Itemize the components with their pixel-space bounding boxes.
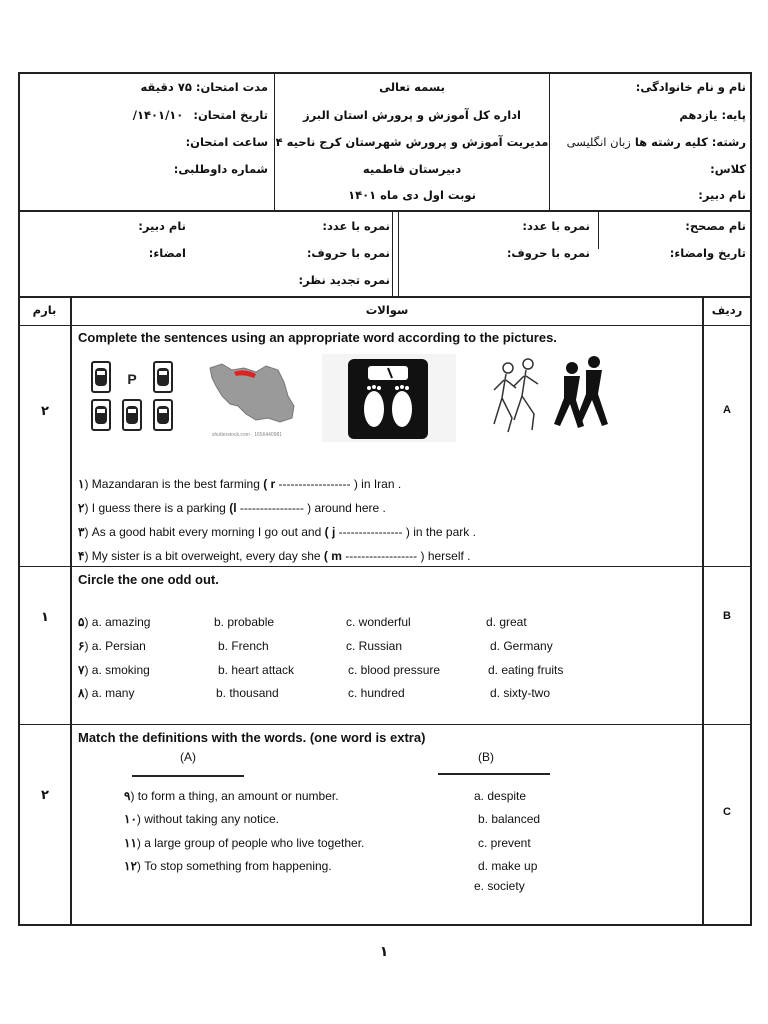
sentence-1-after: ) in Iran . [353, 477, 402, 491]
section-divider-bc [19, 724, 751, 725]
class-label: کلاس: [710, 162, 746, 176]
sentence-4-hint: ( m [323, 549, 342, 563]
column-b-underline [438, 773, 550, 775]
scale-picture [322, 354, 456, 442]
sentence-2 [78, 501, 386, 515]
word-c: c. prevent [478, 836, 531, 850]
odd-row-5-a [78, 615, 150, 629]
odd-row-6-a [78, 639, 146, 653]
row-column-header: ردیف [711, 303, 743, 317]
odd-row-8-a-text: ) a. many [84, 686, 135, 700]
sentence-3-blank: ---------------- [335, 525, 406, 539]
grade-label: پایه: یازدهم [679, 108, 746, 122]
grading-col-line-right [598, 211, 599, 249]
section-divider-ab [19, 566, 751, 567]
odd-row-6-b: b. French [218, 639, 269, 653]
odd-row-5-d: d. great [486, 615, 527, 629]
odd-row-6-c: c. Russian [346, 639, 403, 653]
odd-row-5-a-text: ) a. amazing [84, 615, 151, 629]
exam-date [133, 108, 268, 122]
sentence-1-number: ۱ [78, 477, 85, 491]
sentence-4-blank: ------------------ [341, 549, 421, 563]
basmala: بسمه تعالی [379, 80, 445, 94]
odd-row-5-number: ۵ [78, 615, 85, 629]
sentence-2-before: ) I guess there is a parking [84, 501, 230, 515]
joggers-picture [484, 354, 612, 440]
sentence-2-after: ) around here . [307, 501, 386, 515]
odd-row-8-number: ۸ [78, 686, 85, 700]
sentence-1-blank: ------------------ [275, 477, 354, 491]
definition-11-text: ) a large group of people who live together. [136, 836, 365, 850]
odd-row-6-d: d. Germany [490, 639, 553, 653]
corrector-name-label: نام مصحح: [685, 219, 746, 233]
definition-9-text: ) to form a thing, an amount or number. [130, 789, 339, 803]
header-divider [19, 210, 751, 212]
exam-date-label: تاریخ امتحان: [193, 108, 268, 122]
sentence-2-number: ۲ [78, 501, 85, 515]
grading-col-line-mid [398, 211, 399, 297]
table-header-divider [19, 325, 751, 326]
definition-12 [124, 859, 332, 873]
odd-row-6-a-text: ) a. Persian [84, 639, 146, 653]
word-d: d. make up [478, 859, 538, 873]
column-b-heading: (B) [478, 750, 494, 764]
odd-row-8-d: d. sixty-two [490, 686, 551, 700]
grading-divider [19, 296, 751, 298]
exam-session: نوبت اول دی ماه ۱۴۰۱ [348, 188, 476, 202]
field-label [567, 135, 746, 149]
sentence-1 [78, 477, 401, 491]
student-name-label: نام و نام خانوادگی: [635, 80, 746, 94]
definition-9 [124, 789, 339, 803]
education-office: اداره کل آموزش و پرورش استان البرز [303, 108, 521, 122]
odd-row-8-a [78, 686, 134, 700]
odd-row-7-b: b. heart attack [218, 663, 295, 677]
score-letters-label-2: نمره با حروف: [306, 246, 390, 260]
sentence-4-before: ) My sister is a bit overweight, every day she [84, 549, 324, 563]
odd-row-6 [78, 639, 698, 655]
score-letters-label-1: نمره با حروف: [506, 246, 590, 260]
definition-10 [124, 812, 279, 826]
odd-row-5-c: c. wonderful [346, 615, 411, 629]
odd-row-7-number: ۷ [78, 663, 85, 677]
sentence-3-number: ۳ [78, 525, 85, 539]
definition-12-text: ) To stop something from happening. [136, 859, 332, 873]
odd-row-8-b: b. thousand [216, 686, 279, 700]
revised-score-label: نمره تجدید نظر: [298, 273, 390, 287]
section-b-score: ۱ [41, 610, 49, 625]
sentence-3-after: ) in the park . [405, 525, 476, 539]
teacher-name-label-2: نام دبیر: [138, 219, 186, 233]
word-e: e. society [474, 879, 525, 893]
sentence-4 [78, 549, 471, 563]
odd-row-5-b: b. probable [214, 615, 275, 629]
section-a-label: A [723, 404, 731, 416]
exam-date-value: ۱۴۰۱/۱۰/ [132, 108, 184, 122]
odd-row-5 [78, 615, 698, 631]
sentence-3 [78, 525, 476, 539]
school-name: دبیرستان فاطمیه [362, 162, 462, 176]
picture-caption: shutterstock.com · 1656440981 [212, 432, 283, 438]
exam-duration: مدت امتحان: ۷۵ دقیقه [140, 80, 268, 94]
sign-label: امضاء: [148, 246, 186, 260]
grading-col-line-left [392, 211, 393, 297]
iran-map-svg [204, 360, 300, 430]
education-management: مدیریت آموزش و پرورش شهرستان کرج ناحیه ۴ [275, 135, 549, 149]
section-c-title: Match the definitions with the words. (one word is extra) [78, 730, 426, 745]
odd-row-7-d: d. eating fruits [488, 663, 564, 677]
date-sign-label: تاریخ وامضاء: [669, 246, 746, 260]
section-b-label: B [723, 610, 731, 622]
header-col-line-right [549, 73, 550, 211]
sentence-1-hint: ( r [263, 477, 276, 491]
sentence-4-number: ۴ [78, 549, 85, 563]
odd-row-8 [78, 686, 698, 702]
parking-lot-picture [88, 358, 178, 436]
teacher-name-label: نام دبیر: [698, 188, 746, 202]
section-c-score: ۲ [41, 788, 49, 803]
score-number-label-1: نمره با عدد: [522, 219, 590, 233]
definition-9-number: ۹ [124, 789, 131, 803]
sentence-1-before: ) Mazandaran is the best farming [84, 477, 264, 491]
parking-lot-svg [88, 358, 178, 436]
sentence-4-after: ) herself . [420, 549, 471, 563]
score-number-label-2: نمره با عدد: [322, 219, 390, 233]
word-b: b. balanced [478, 812, 541, 826]
scale-svg [322, 354, 456, 442]
odd-row-7 [78, 663, 698, 679]
score-column-header: بارم [32, 303, 57, 317]
questions-column-header: سوالات [365, 303, 409, 317]
column-a-underline [132, 775, 244, 777]
field-label-text: رشته: کلیه رشته ها [634, 135, 746, 149]
sentence-3-hint: ( j [324, 525, 336, 539]
parking-letter: P [127, 371, 137, 387]
section-b-title: Circle the one odd out. [78, 572, 219, 587]
sentence-2-blank: ---------------- [236, 501, 308, 515]
joggers-svg [484, 354, 612, 440]
section-a-score: ۲ [41, 404, 49, 419]
candidate-number-label: شماره داوطلبی: [173, 162, 268, 176]
column-a-heading: (A) [180, 750, 196, 764]
section-c-label: C [723, 806, 731, 818]
definition-10-text: ) without taking any notice. [136, 812, 279, 826]
definition-11 [124, 836, 364, 850]
iran-map-picture [204, 360, 300, 442]
definition-12-number: ۱۲ [124, 859, 137, 873]
definition-10-number: ۱۰ [124, 812, 137, 826]
odd-row-8-c: c. hundred [348, 686, 405, 700]
odd-row-7-c: c. blood pressure [348, 663, 441, 677]
definition-11-number: ۱۱ [124, 836, 137, 850]
odd-row-7-a [78, 663, 150, 677]
odd-row-6-number: ۶ [78, 639, 85, 653]
section-a-title: Complete the sentences using an appropriate word according to the pictures. [78, 330, 557, 345]
sentence-2-hint: (l [229, 501, 237, 515]
sentence-3-before: ) As a good habit every morning I go out and [84, 525, 325, 539]
exam-time-label: ساعت امتحان: [185, 135, 268, 149]
odd-row-7-a-text: ) a. smoking [84, 663, 150, 677]
subject-text: زبان انگلیسی [566, 135, 631, 149]
word-a: a. despite [474, 789, 527, 803]
page-number: ۱ [379, 944, 389, 960]
